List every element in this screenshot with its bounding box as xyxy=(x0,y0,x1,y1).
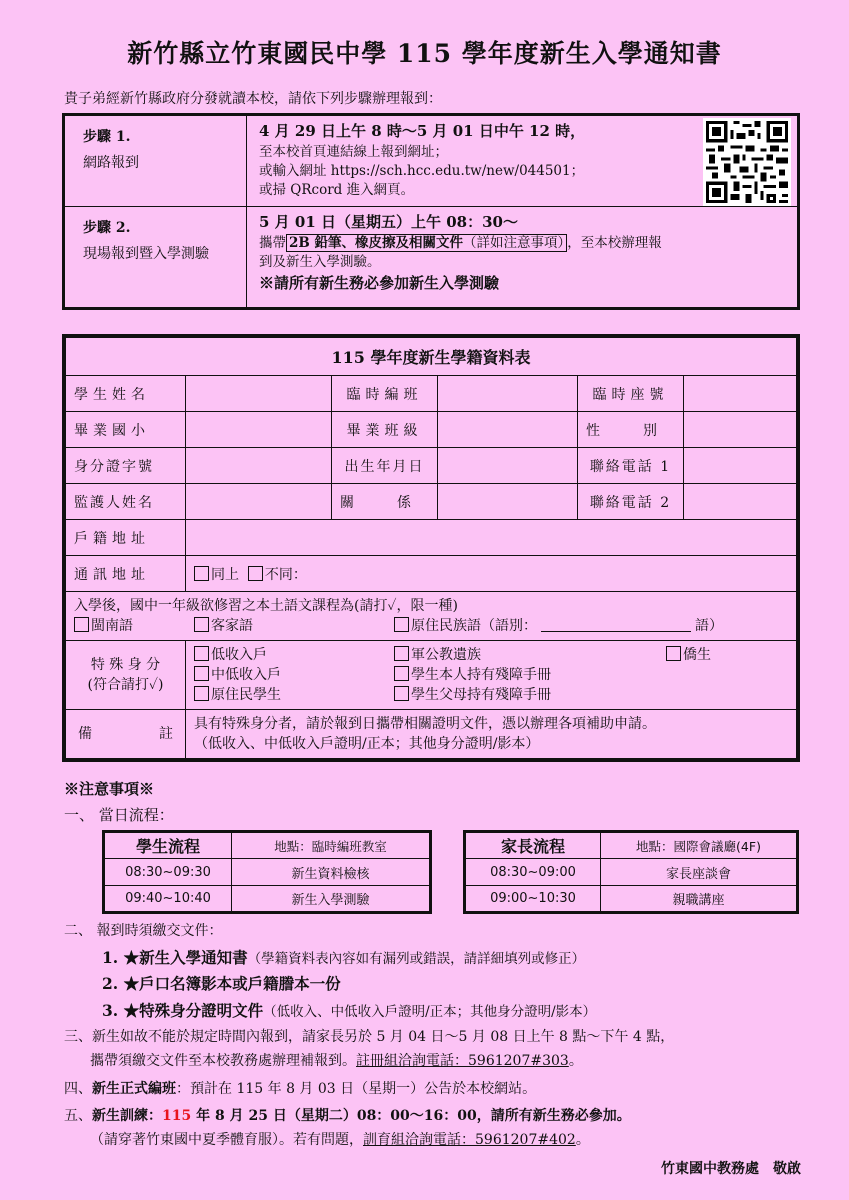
step-2 xyxy=(65,207,797,307)
field-label: 學生姓名 xyxy=(66,376,186,412)
language-option[interactable]: 閩南語 xyxy=(74,616,194,636)
temp-seat-input[interactable] xyxy=(684,376,797,412)
checkbox[interactable] xyxy=(74,617,89,632)
registration-phone: 註冊組洽詢電話：5961207#303 xyxy=(356,1053,569,1069)
phone-2-input[interactable] xyxy=(684,484,797,520)
field-label: 身分證字號 xyxy=(66,448,186,484)
checkbox[interactable] xyxy=(394,646,409,661)
status-option[interactable]: 軍公教遺族 xyxy=(394,645,666,665)
status-option[interactable]: 原住民學生 xyxy=(194,685,394,705)
doc-item: 1. ★新生入學通知書（學籍資料表內容如有漏列或錯誤，請詳細填列或修正） xyxy=(102,948,586,967)
field-label: 關 係 xyxy=(332,484,438,520)
student-flow-table: 學生流程 地點：臨時編班教室 08:30~09:30 新生資料檢核 09:40~10:40 新生入學測驗 xyxy=(102,830,432,914)
elementary-school-input[interactable] xyxy=(186,412,332,448)
notes-item-1: 一、 當日流程： xyxy=(64,806,174,824)
year-highlight: 115 xyxy=(162,1108,192,1124)
intro-text: 貴子弟經新竹縣政府分發就讀本校，請依下列步驟辦理報到： xyxy=(64,91,442,107)
checkbox[interactable] xyxy=(194,666,209,681)
status-option[interactable]: 低收入戶 xyxy=(194,645,394,665)
household-address-input[interactable] xyxy=(186,520,797,556)
field-label: 畢業國小 xyxy=(66,412,186,448)
notes-item-2: 二、 報到時須繳交文件： xyxy=(64,923,223,939)
special-status-options xyxy=(186,641,797,710)
guidance-phone: 訓育組洽詢電話：5961207#402 xyxy=(363,1132,576,1148)
signature: 竹東國中教務處 敬啟 xyxy=(661,1161,801,1177)
field-label: 臨時編班 xyxy=(332,376,438,412)
birthdate-input[interactable] xyxy=(438,448,578,484)
remark-text: 具有特殊身分者，請於報到日攜帶相關證明文件，憑以辦理各項補助申請。 （低收入、中低收入戶證明/正本；其他身分證明/影本） xyxy=(186,710,797,759)
step-line: 或掃 QRcord 進入網頁。 xyxy=(259,182,415,198)
page-title: 新竹縣立竹東國民中學 115 學年度新生入學通知書 xyxy=(127,39,722,68)
checkbox[interactable] xyxy=(194,646,209,661)
status-option[interactable]: 學生父母持有殘障手冊 xyxy=(394,685,551,705)
guardian-name-input[interactable] xyxy=(186,484,332,520)
qr-code-icon[interactable] xyxy=(703,118,791,206)
language-option[interactable]: 原住民族語（語別： 語） xyxy=(394,616,723,636)
doc-item: 3. ★特殊身分證明文件（低收入、中低收入戶證明/正本；其他身分證明/影本） xyxy=(102,1001,597,1020)
field-label: 聯絡電話 1 xyxy=(578,448,684,484)
different-checkbox[interactable] xyxy=(248,566,263,581)
checkbox[interactable] xyxy=(666,646,681,661)
field-label: 聯絡電話 2 xyxy=(578,484,684,520)
step-headline: 5 月 01 日（星期五）上午 08：30～ xyxy=(259,213,518,231)
checkbox[interactable] xyxy=(194,617,209,632)
step-number: 步驟 1. xyxy=(83,129,131,145)
temp-class-input[interactable] xyxy=(438,376,578,412)
language-section xyxy=(66,592,797,641)
special-status-label: 特 殊 身 分 (符合請打✓) xyxy=(66,641,186,710)
step-line: 至本校首頁連結線上報到網址； xyxy=(259,144,448,160)
bring-items-box: 2B 鉛筆、橡皮擦及相關文件（詳如注意事項） xyxy=(286,234,567,252)
notes-item-3: 三、新生如故不能於規定時間內報到，請家長另於 5 月 04 日～5 月 08 日上午 8 點～下午 4 點， 攜帶須繳交文件至本校教務處辦理補報到。註冊組洽詢電話：5961207#303。 xyxy=(64,1029,675,1069)
remark-label: 備 註 xyxy=(66,710,186,759)
status-option[interactable]: 學生本人持有殘障手冊 xyxy=(394,665,551,685)
step-emphasis: ※請所有新生務必參加新生入學測驗 xyxy=(259,274,500,292)
checkbox[interactable] xyxy=(194,686,209,701)
relation-input[interactable] xyxy=(438,484,578,520)
step-line: 到及新生入學測驗。 xyxy=(259,254,381,270)
form-title: 115 學年度新生學籍資料表 xyxy=(66,338,797,376)
field-label: 臨時座號 xyxy=(578,376,684,412)
registration-form xyxy=(62,334,800,762)
field-label: 出生年月日 xyxy=(332,448,438,484)
step-headline: 4 月 29 日上午 8 時～5 月 01 日中午 12 時， xyxy=(259,122,586,140)
language-blank[interactable] xyxy=(541,618,691,632)
step-bring-line: 攜帶 2B 鉛筆、橡皮擦及相關文件（詳如注意事項） ，至本校辦理報 xyxy=(259,235,662,251)
field-label: 性 別 xyxy=(578,412,684,448)
checkbox[interactable] xyxy=(394,617,409,632)
language-prompt: 入學後，國中一年級欲修習之本土語文課程為(請打✓，限一種) xyxy=(74,598,458,614)
graduate-class-input[interactable] xyxy=(438,412,578,448)
status-option[interactable]: 中低收入戶 xyxy=(194,665,394,685)
status-option[interactable]: 僑生 xyxy=(666,645,711,665)
phone-1-input[interactable] xyxy=(684,448,797,484)
language-option[interactable]: 客家語 xyxy=(194,616,394,636)
notes-item-4: 四、新生正式編班：預計在 115 年 8 月 03 日（星期一）公告於本校網站。 xyxy=(64,1081,537,1097)
field-label: 通訊地址 xyxy=(66,556,186,592)
checkbox[interactable] xyxy=(394,666,409,681)
field-label: 監護人姓名 xyxy=(66,484,186,520)
notes-item-5: 五、新生訓練：115 年 8 月 25 日（星期二）08：00～16：00，請所有新生務必參加。 （請穿著竹東國中夏季體育服）。若有問題，訓育組洽詢電話：5961207#402。 xyxy=(64,1108,631,1148)
step-name: 網路報到 xyxy=(83,155,139,171)
step-number: 步驟 2. xyxy=(83,220,131,236)
steps-box xyxy=(62,113,800,310)
doc-item: 2. ★戶口名簿影本或戶籍謄本一份 xyxy=(102,974,341,993)
step-name: 現場報到暨入學測驗 xyxy=(83,246,209,262)
same-checkbox[interactable] xyxy=(194,566,209,581)
notes-title: ※注意事項※ xyxy=(64,780,155,798)
field-label: 畢業班級 xyxy=(332,412,438,448)
student-name-input[interactable] xyxy=(186,376,332,412)
mailing-address-input[interactable]: 同上 不同： xyxy=(186,556,797,592)
gender-input[interactable] xyxy=(684,412,797,448)
step-1 xyxy=(65,116,797,207)
id-number-input[interactable] xyxy=(186,448,332,484)
checkbox[interactable] xyxy=(394,686,409,701)
field-label: 戶籍地址 xyxy=(66,520,186,556)
parent-flow-table: 家長流程 地點：國際會議廳(4F) 08:30~09:00 家長座談會 09:00~10:30 親職講座 xyxy=(463,830,799,914)
step-url-line[interactable]: 或輸入網址 https://sch.hcc.edu.tw/new/044501； xyxy=(259,163,585,179)
